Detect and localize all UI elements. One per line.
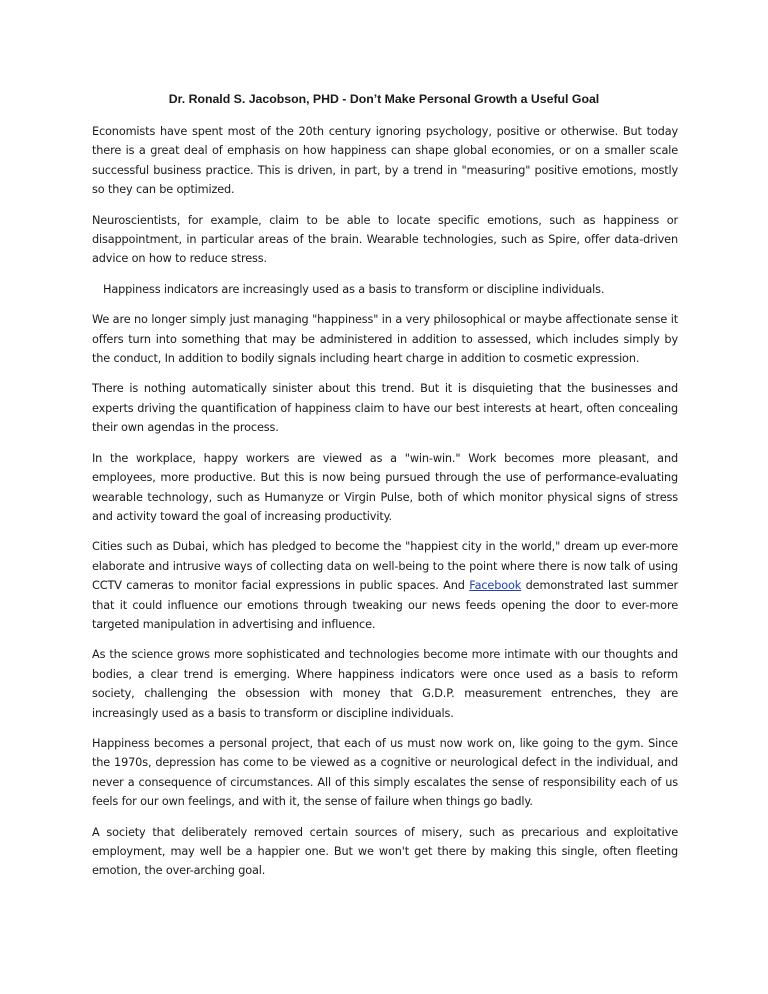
paragraph: Neuroscientists, for example, claim to be able to locate specific emotions, such as happiness or disappointment, in particular areas of the brain. Wearable technologies, such as Spire, offer data-driven advice on how to reduce stress. [92,213,678,266]
paragraph-text: demonstrated last summer that it could influence our emotions through tweaking our news feeds opening the door to ever-more targeted manipulation in advertising and influence. [92,579,678,631]
document-title: Dr. Ronald S. Jacobson, PHD - Don’t Make Personal Growth a Useful Goal [168,92,600,106]
paragraph: There is nothing automatically sinister about this trend. But it is disquieting that the businesses and experts driving the quantification of happiness claim to have our best interests at heart, often concealing their own agendas in the process. [92,382,678,435]
paragraph: Economists have spent most of the 20th century ignoring psychology, positive or otherwise. But today there is a great deal of emphasis on how happiness can shape global economies, or on a smaller scale successful business practice. This is driven, in part, by a trend in "measuring" positive emotions, mostly so they can be optimized. [92,125,678,197]
paragraph: We are no longer simply just managing "happiness" in a very philosophical or maybe affectionate sense it offers turn into something that may be administered in addition to assessed, which includes simply by the conduct, In addition to bodily signals including heart charge in addition to cosmetic expression. [92,313,678,366]
facebook-link[interactable]: Facebook [469,579,522,593]
paragraph-text: Cities such as Dubai, which has pledged to become the "happiest city in the world," dream up ever-more elaborate and intrusive ways of collecting data on well-being to the point where there is now talk of using CCTV cameras to monitor facial expressions in public spaces. And [92,540,678,593]
paragraph: As the science grows more sophisticated and technologies become more intimate with our thoughts and bodies, a clear trend is emerging. Where happiness indicators were once used as a basis to reform society, challenging the obsession with money that G.D.P. measurement entrenches, they are increasingly used as a basis to transform or discipline individuals. [92,648,678,720]
paragraph: Happiness becomes a personal project, that each of us must now work on, like going to the gym. Since the 1970s, depression has come to be viewed as a cognitive or neurological defect in the individual, and never a consequence of circumstances. All of this simply escalates the sense of responsibility each of us feels for our own feelings, and with it, the sense of failure when things go badly. [92,736,678,809]
paragraph: In the workplace, happy workers are viewed as a "win-win." Work becomes more pleasant, and employees, more productive. But this is now being pursued through the use of performance-evaluating wearable technology, such as Humanyze or Virgin Pulse, both of which monitor physical signs of stress and activity toward the goal of increasing productivity. [92,451,678,523]
pull-quote: Happiness indicators are increasingly used as a basis to transform or discipline individuals. [103,282,605,296]
paragraph: A society that deliberately removed certain sources of misery, such as precarious and exploitative employment, may well be a happier one. But we won't get there by making this single, often fleeting emotion, the over-arching goal. [92,825,678,878]
document-body [92,122,678,892]
paragraph-with-link [92,537,678,634]
